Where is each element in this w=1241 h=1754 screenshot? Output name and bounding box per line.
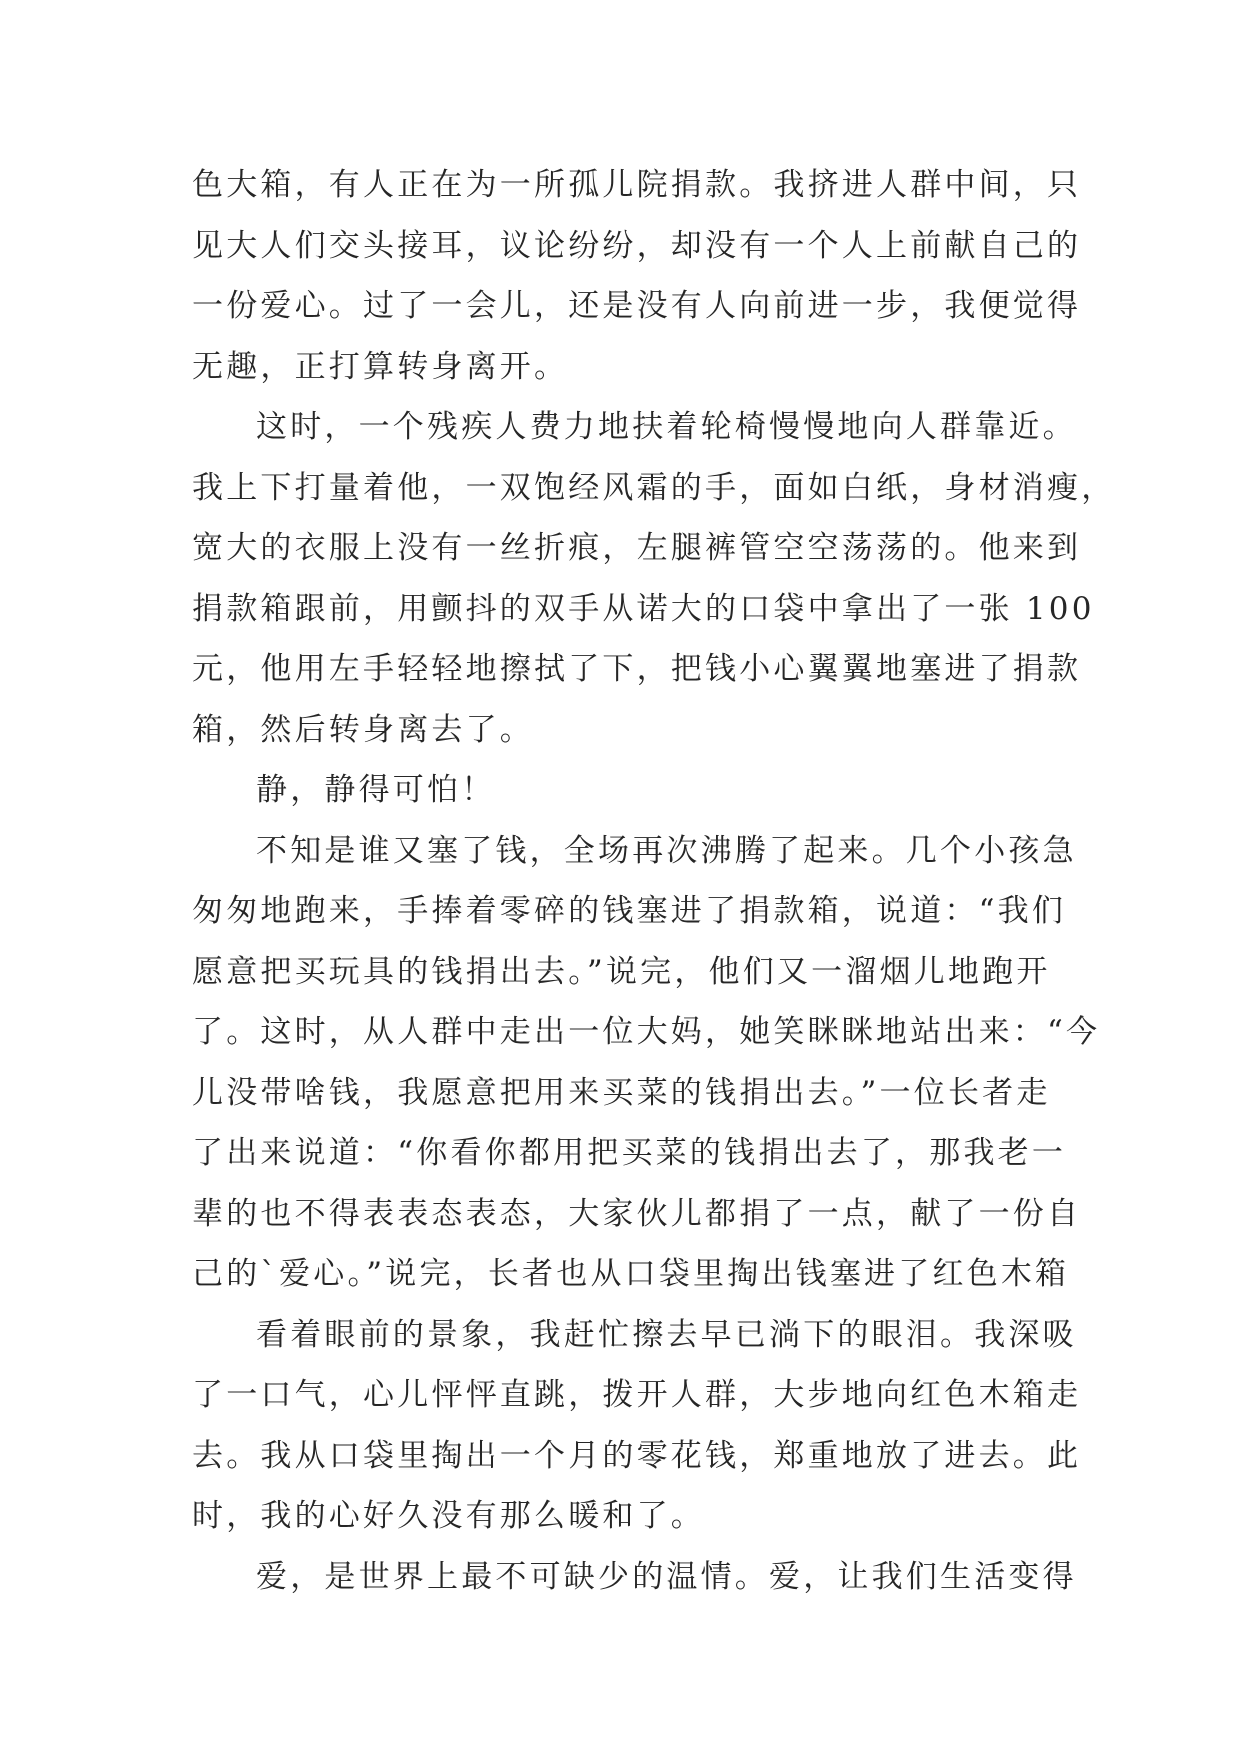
text-line: 看着眼前的景象，我赶忙擦去早已淌下的眼泪。我深吸 bbox=[256, 1316, 1077, 1353]
text-line: 了。这时，从人群中走出一位大妈，她笑眯眯地站出来：“今 bbox=[192, 1014, 1101, 1050]
text-line: 己的`爱心。”说完，长者也从口袋里掏出钱塞进了红色木箱 bbox=[192, 1256, 1070, 1292]
text-line: 时，我的心好久没有那么暖和了。 bbox=[192, 1498, 705, 1534]
body-text bbox=[192, 155, 1116, 1607]
text-line: 箱，然后转身离去了。 bbox=[192, 711, 534, 748]
text-line: 元，他用左手轻轻地擦拭了下，把钱小心翼翼地塞进了捐款 bbox=[192, 651, 1082, 687]
text-line: 愿意把买玩具的钱捐出去。”说完，他们又一溜烟儿地跑开 bbox=[192, 953, 1051, 990]
text-line: 了一口气，心儿怦怦直跳，拨开人群，大步地向红色木箱走 bbox=[192, 1377, 1082, 1413]
text-line: 爱，是世界上最不可缺少的温情。爱，让我们生活变得 bbox=[256, 1558, 1077, 1595]
text-line: 去。我从口袋里掏出一个月的零花钱，郑重地放了进去。此 bbox=[192, 1437, 1082, 1474]
text-line: 见大人们交头接耳，议论纷纷，却没有一个人上前献自己的 bbox=[192, 227, 1082, 264]
text-line: 我上下打量着他，一双饱经风霜的手，面如白纸，身材消瘦， bbox=[192, 469, 1116, 506]
text-line: 无趣，正打算转身离开。 bbox=[192, 348, 569, 385]
text-line: 一份爱心。过了一会儿，还是没有人向前进一步，我便觉得 bbox=[192, 288, 1082, 324]
text-line: 了出来说道：“你看你都用把买菜的钱捐出去了，那我老一 bbox=[192, 1135, 1067, 1171]
text-line: 这时，一个残疾人费力地扶着轮椅慢慢地向人群靠近。 bbox=[256, 409, 1077, 445]
text-line: 捐款箱跟前，用颤抖的双手从诺大的口袋中拿出了一张 100 bbox=[192, 590, 1095, 627]
text-line: 宽大的衣服上没有一丝折痕，左腿裤管空空荡荡的。他来到 bbox=[192, 530, 1082, 566]
text-line: 儿没带啥钱，我愿意把用来买菜的钱捐出去。”一位长者走 bbox=[192, 1074, 1051, 1111]
text-line: 匆匆地跑来，手捧着零碎的钱塞进了捐款箱，说道：“我们 bbox=[192, 893, 1067, 929]
text-line: 辈的也不得表表态表态，大家伙儿都捐了一点，献了一份自 bbox=[192, 1195, 1082, 1232]
text-line: 静，静得可怕！ bbox=[256, 772, 496, 808]
text-line: 不知是谁又塞了钱，全场再次沸腾了起来。几个小孩急 bbox=[256, 832, 1077, 869]
text-line: 色大箱，有人正在为一所孤儿院捐款。我挤进人群中间，只 bbox=[192, 167, 1082, 203]
